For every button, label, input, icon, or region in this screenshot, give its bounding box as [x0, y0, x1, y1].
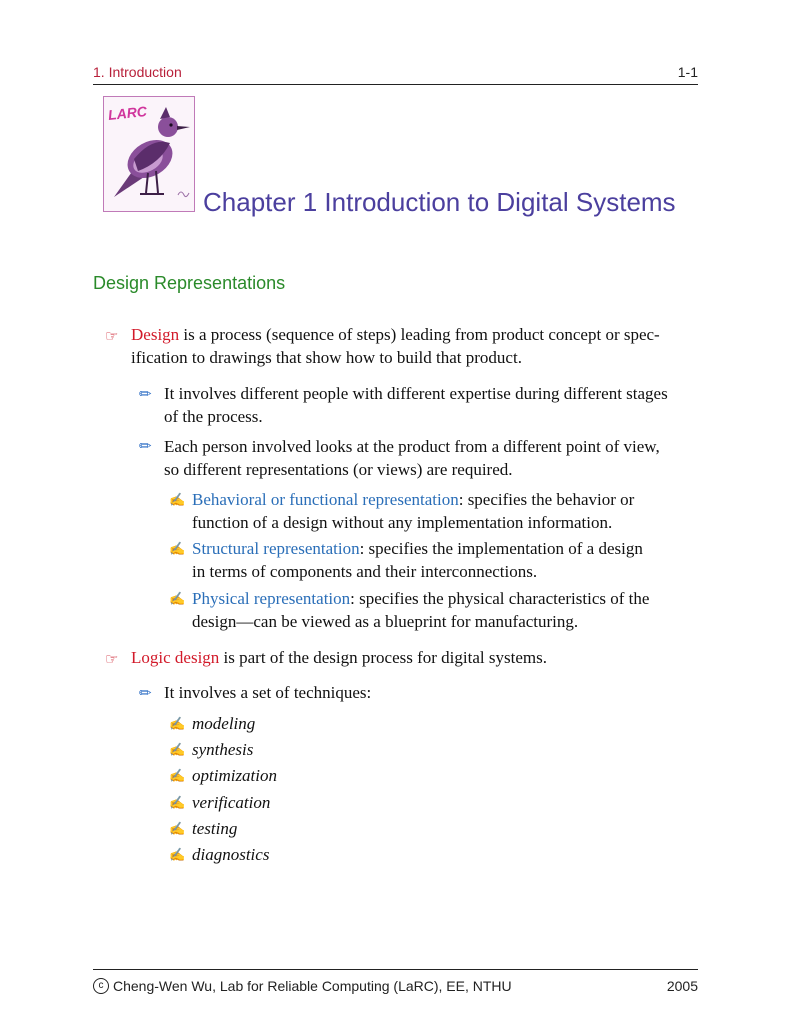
term-structural: Structural representation: [192, 539, 360, 558]
writing-hand-icon: ✍: [169, 795, 186, 810]
footer-credit-text: Cheng-Wen Wu, Lab for Reliable Computing (LaRC), EE, NTHU: [113, 978, 512, 994]
running-footer: [93, 969, 698, 998]
behavioral-line1: : specifies the behavior or: [458, 490, 635, 509]
writing-hand-icon: ✍: [169, 492, 186, 507]
writing-hand-icon: ✍: [169, 591, 186, 606]
physical-line2: design—can be viewed as a blueprint for manufacturing.: [192, 612, 579, 631]
structural-paragraph: [192, 537, 698, 583]
expertise-line2: of the process.: [164, 407, 263, 426]
pencil-icon: ✏: [139, 387, 152, 403]
larc-bird-logo: [103, 96, 195, 212]
term-behavioral: Behavioral or functional representation: [192, 490, 459, 509]
header-section-title: 1. Introduction: [93, 64, 182, 80]
term-physical: Physical representation: [192, 589, 351, 608]
expertise-line1: It involves different people with different expertise during different stages: [164, 384, 668, 403]
technique-item: optimization: [192, 766, 278, 785]
writing-hand-icon: ✍: [169, 768, 186, 783]
design-text-line2: ification to drawings that show how to build that product.: [131, 348, 522, 367]
techniques-intro: It involves a set of techniques:: [164, 683, 372, 702]
running-header: [93, 64, 698, 85]
logic-design-paragraph: [131, 646, 698, 669]
physical-line1: : specifies the physical characteristics of the: [350, 589, 650, 608]
technique-item: diagnostics: [192, 845, 270, 864]
structural-line1: : specifies the implementation of a design: [359, 539, 643, 558]
term-logic-design: Logic design: [131, 648, 220, 667]
footer-credit: [93, 978, 512, 994]
section-heading: Design Representations: [93, 273, 286, 293]
expertise-paragraph: [164, 382, 709, 428]
viewpoint-paragraph: [164, 435, 704, 481]
design-paragraph: [131, 323, 698, 369]
structural-line2: in terms of components and their interconnections.: [192, 562, 538, 581]
writing-hand-icon: ✍: [169, 541, 186, 556]
pointing-hand-icon: ☞: [105, 652, 119, 668]
behavioral-paragraph: [192, 488, 698, 534]
viewpoint-line1: Each person involved looks at the product from a different point of view,: [164, 437, 660, 456]
pencil-icon: ✏: [139, 439, 152, 455]
logo-lettering: LARC: [107, 103, 148, 123]
viewpoint-line2: so different representations (or views) are required.: [164, 460, 513, 479]
header-page-number: 1-1: [677, 64, 698, 80]
logic-design-text: is part of the design process for digital systems.: [219, 648, 547, 667]
technique-item: verification: [192, 793, 271, 812]
term-design: Design: [131, 325, 180, 344]
physical-paragraph: [192, 587, 698, 633]
chapter-title: Chapter 1 Introduction to Digital Systems: [203, 187, 676, 217]
pointing-hand-icon: ☞: [105, 329, 119, 345]
writing-hand-icon: ✍: [169, 716, 186, 731]
pencil-icon: ✏: [139, 686, 152, 702]
behavioral-line2: function of a design without any implementation information.: [192, 513, 613, 532]
technique-item: testing: [192, 819, 238, 838]
technique-item: modeling: [192, 714, 256, 733]
writing-hand-icon: ✍: [169, 847, 186, 862]
writing-hand-icon: ✍: [169, 742, 186, 757]
footer-year: 2005: [666, 978, 698, 994]
copyright-icon: c: [93, 978, 109, 994]
technique-item: synthesis: [192, 740, 254, 759]
design-text-line1: is a process (sequence of steps) leading from product concept or spec-: [179, 325, 660, 344]
writing-hand-icon: ✍: [169, 821, 186, 836]
